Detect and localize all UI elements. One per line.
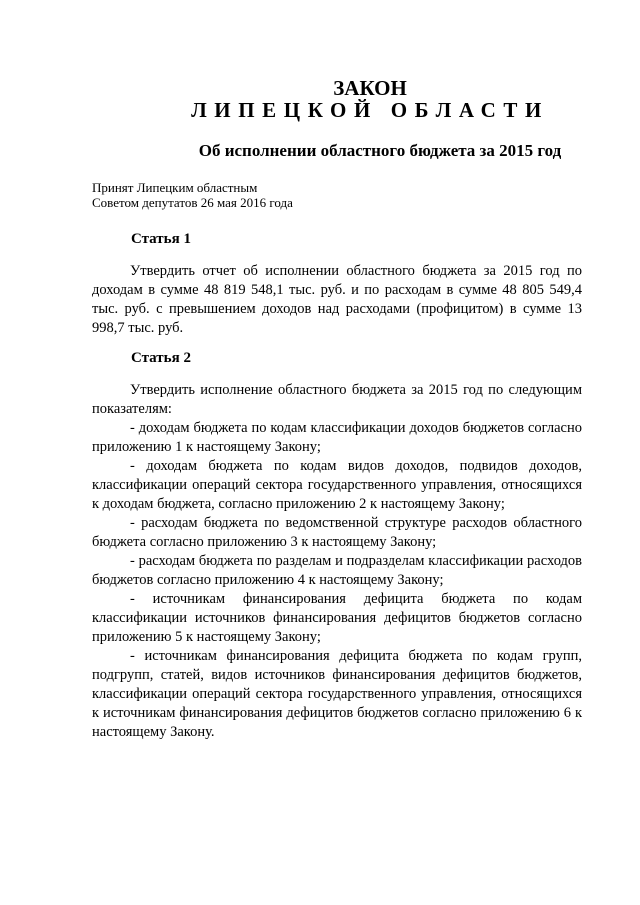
list-item: - доходам бюджета по кодам видов доходов, подвидов доходов, классификации операций сектора государственного управления, относящихся к доходам бюджета, согласно приложению 2 к настоящему Закону; xyxy=(92,458,582,512)
list-item: - расходам бюджета по ведомственной структуре расходов областного бюджета согласно приложению 3 к настоящему Закону; xyxy=(92,515,582,550)
list-item: - доходам бюджета по кодам классификации доходов бюджетов согласно приложению 1 к настоящему Закону; xyxy=(92,420,582,455)
article-1-heading: Статья 1 xyxy=(131,231,191,247)
list-item: - источникам финансирования дефицита бюджета по кодам классификации источников финансирования дефицитов бюджетов согласно приложению 5 к настоящему Закону; xyxy=(92,591,582,645)
list-item: - источникам финансирования дефицита бюджета по кодам групп, подгрупп, статей, видов источников финансирования дефицитов бюджетов, классификации операций сектора государственного управления, относящихся к источникам финансирования дефицитов бюджетов согласно приложению 6 к настоящему Закону. xyxy=(92,648,582,740)
list-item: - расходам бюджета по разделам и подразделам классификации расходов бюджетов согласно приложению 4 к настоящему Закону; xyxy=(92,553,582,588)
adoption-line-1: Принят Липецким областным xyxy=(92,180,258,195)
region-heading: ЛИПЕЦКОЙ ОБЛАСТИ xyxy=(191,98,549,122)
article-1-body xyxy=(92,262,582,338)
article-2-body xyxy=(92,381,582,742)
article-2-heading: Статья 2 xyxy=(131,350,191,366)
law-heading: ЗАКОН xyxy=(333,76,407,100)
article-2-intro: Утвердить исполнение областного бюджета за 2015 год по следующим показателям: xyxy=(92,382,582,417)
adoption-line-2: Советом депутатов 26 мая 2016 года xyxy=(92,195,293,210)
article-1-text: Утвердить отчет об исполнении областного бюджета за 2015 год по доходам в сумме 48 819 548,1 тыс. руб. и по расходам в сумме 48 805 549,4 тыс. руб. с превышением доходов над расходами (профицитом) в сумме 13 998,7 тыс. руб. xyxy=(92,263,582,336)
document-title: Об исполнении областного бюджета за 2015 год xyxy=(198,141,562,160)
